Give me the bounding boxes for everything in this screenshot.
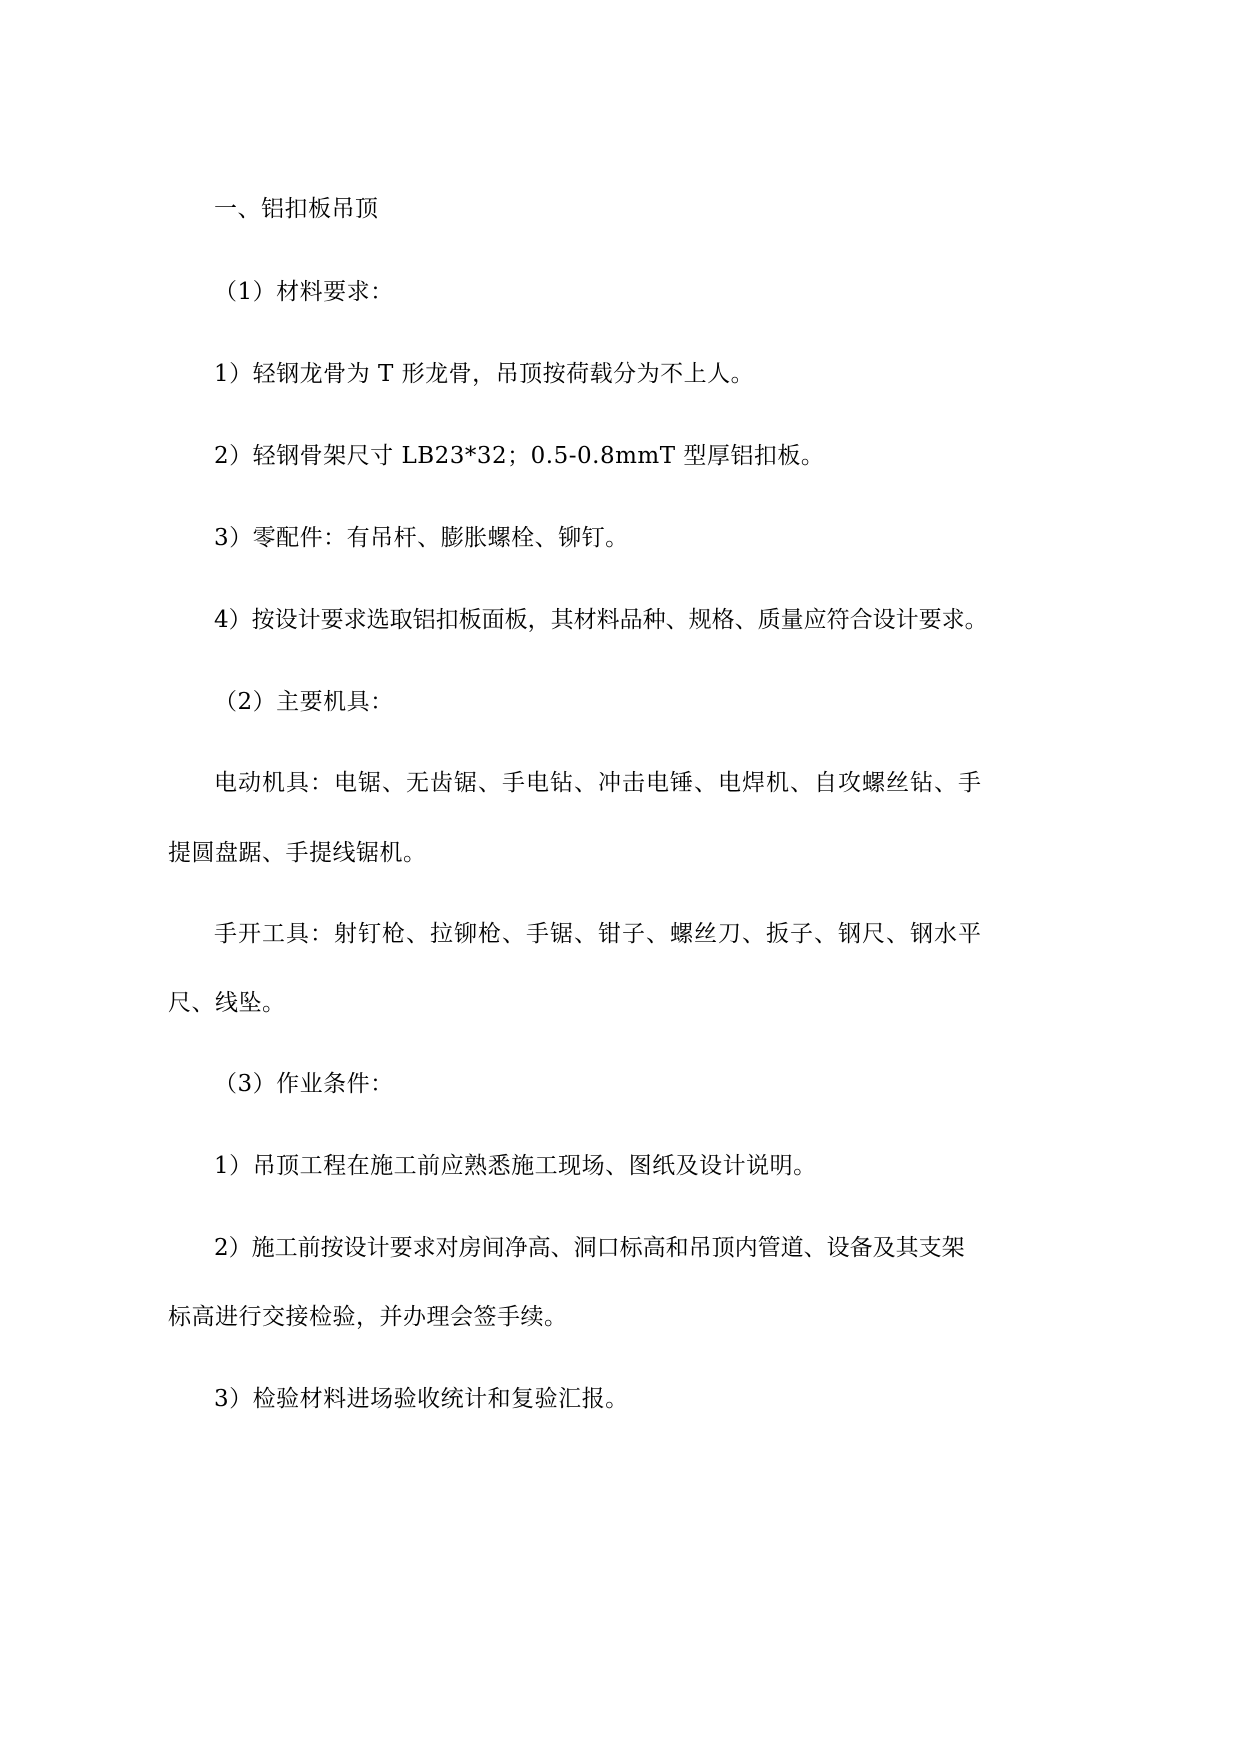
conditions-item-2-line-1: 2）施工前按设计要求对房间净高、洞口标高和吊顶内管道、设备及其支架 <box>214 1235 965 1261</box>
power-tools-line-2: 提圆盘踞、手提线锯机。 <box>168 840 427 866</box>
materials-item-2: 2）轻钢骨架尺寸 LB23*32；0.5-0.8mmT 型厚铝扣板。 <box>214 443 825 469</box>
materials-item-4: 4）按设计要求选取铝扣板面板，其材料品种、规格、质量应符合设计要求。 <box>214 607 988 633</box>
materials-item-1: 1）轻钢龙骨为 T 形龙骨，吊顶按荷载分为不上人。 <box>214 361 755 387</box>
power-tools-line-1: 电动机具：电锯、无齿锯、手电钻、冲击电锤、电焊机、自攻螺丝钻、手 <box>214 770 982 796</box>
conditions-item-3: 3）检验材料进场验收统计和复验汇报。 <box>214 1386 629 1412</box>
hand-tools-line-1: 手开工具：射钉枪、拉铆枪、手锯、钳子、螺丝刀、扳子、钢尺、钢水平 <box>214 921 982 947</box>
section-title-materials: （1）材料要求： <box>214 279 394 305</box>
section-title-conditions: （3）作业条件： <box>214 1071 394 1097</box>
document-heading: 一、铝扣板吊顶 <box>214 196 379 222</box>
conditions-item-1: 1）吊顶工程在施工前应熟悉施工现场、图纸及设计说明。 <box>214 1153 817 1179</box>
section-title-tools: （2）主要机具： <box>214 689 394 715</box>
materials-item-3: 3）零配件：有吊杆、膨胀螺栓、铆钉。 <box>214 525 629 551</box>
conditions-item-2-line-2: 标高进行交接检验，并办理会签手续。 <box>168 1304 568 1330</box>
hand-tools-line-2: 尺、线坠。 <box>168 990 286 1016</box>
